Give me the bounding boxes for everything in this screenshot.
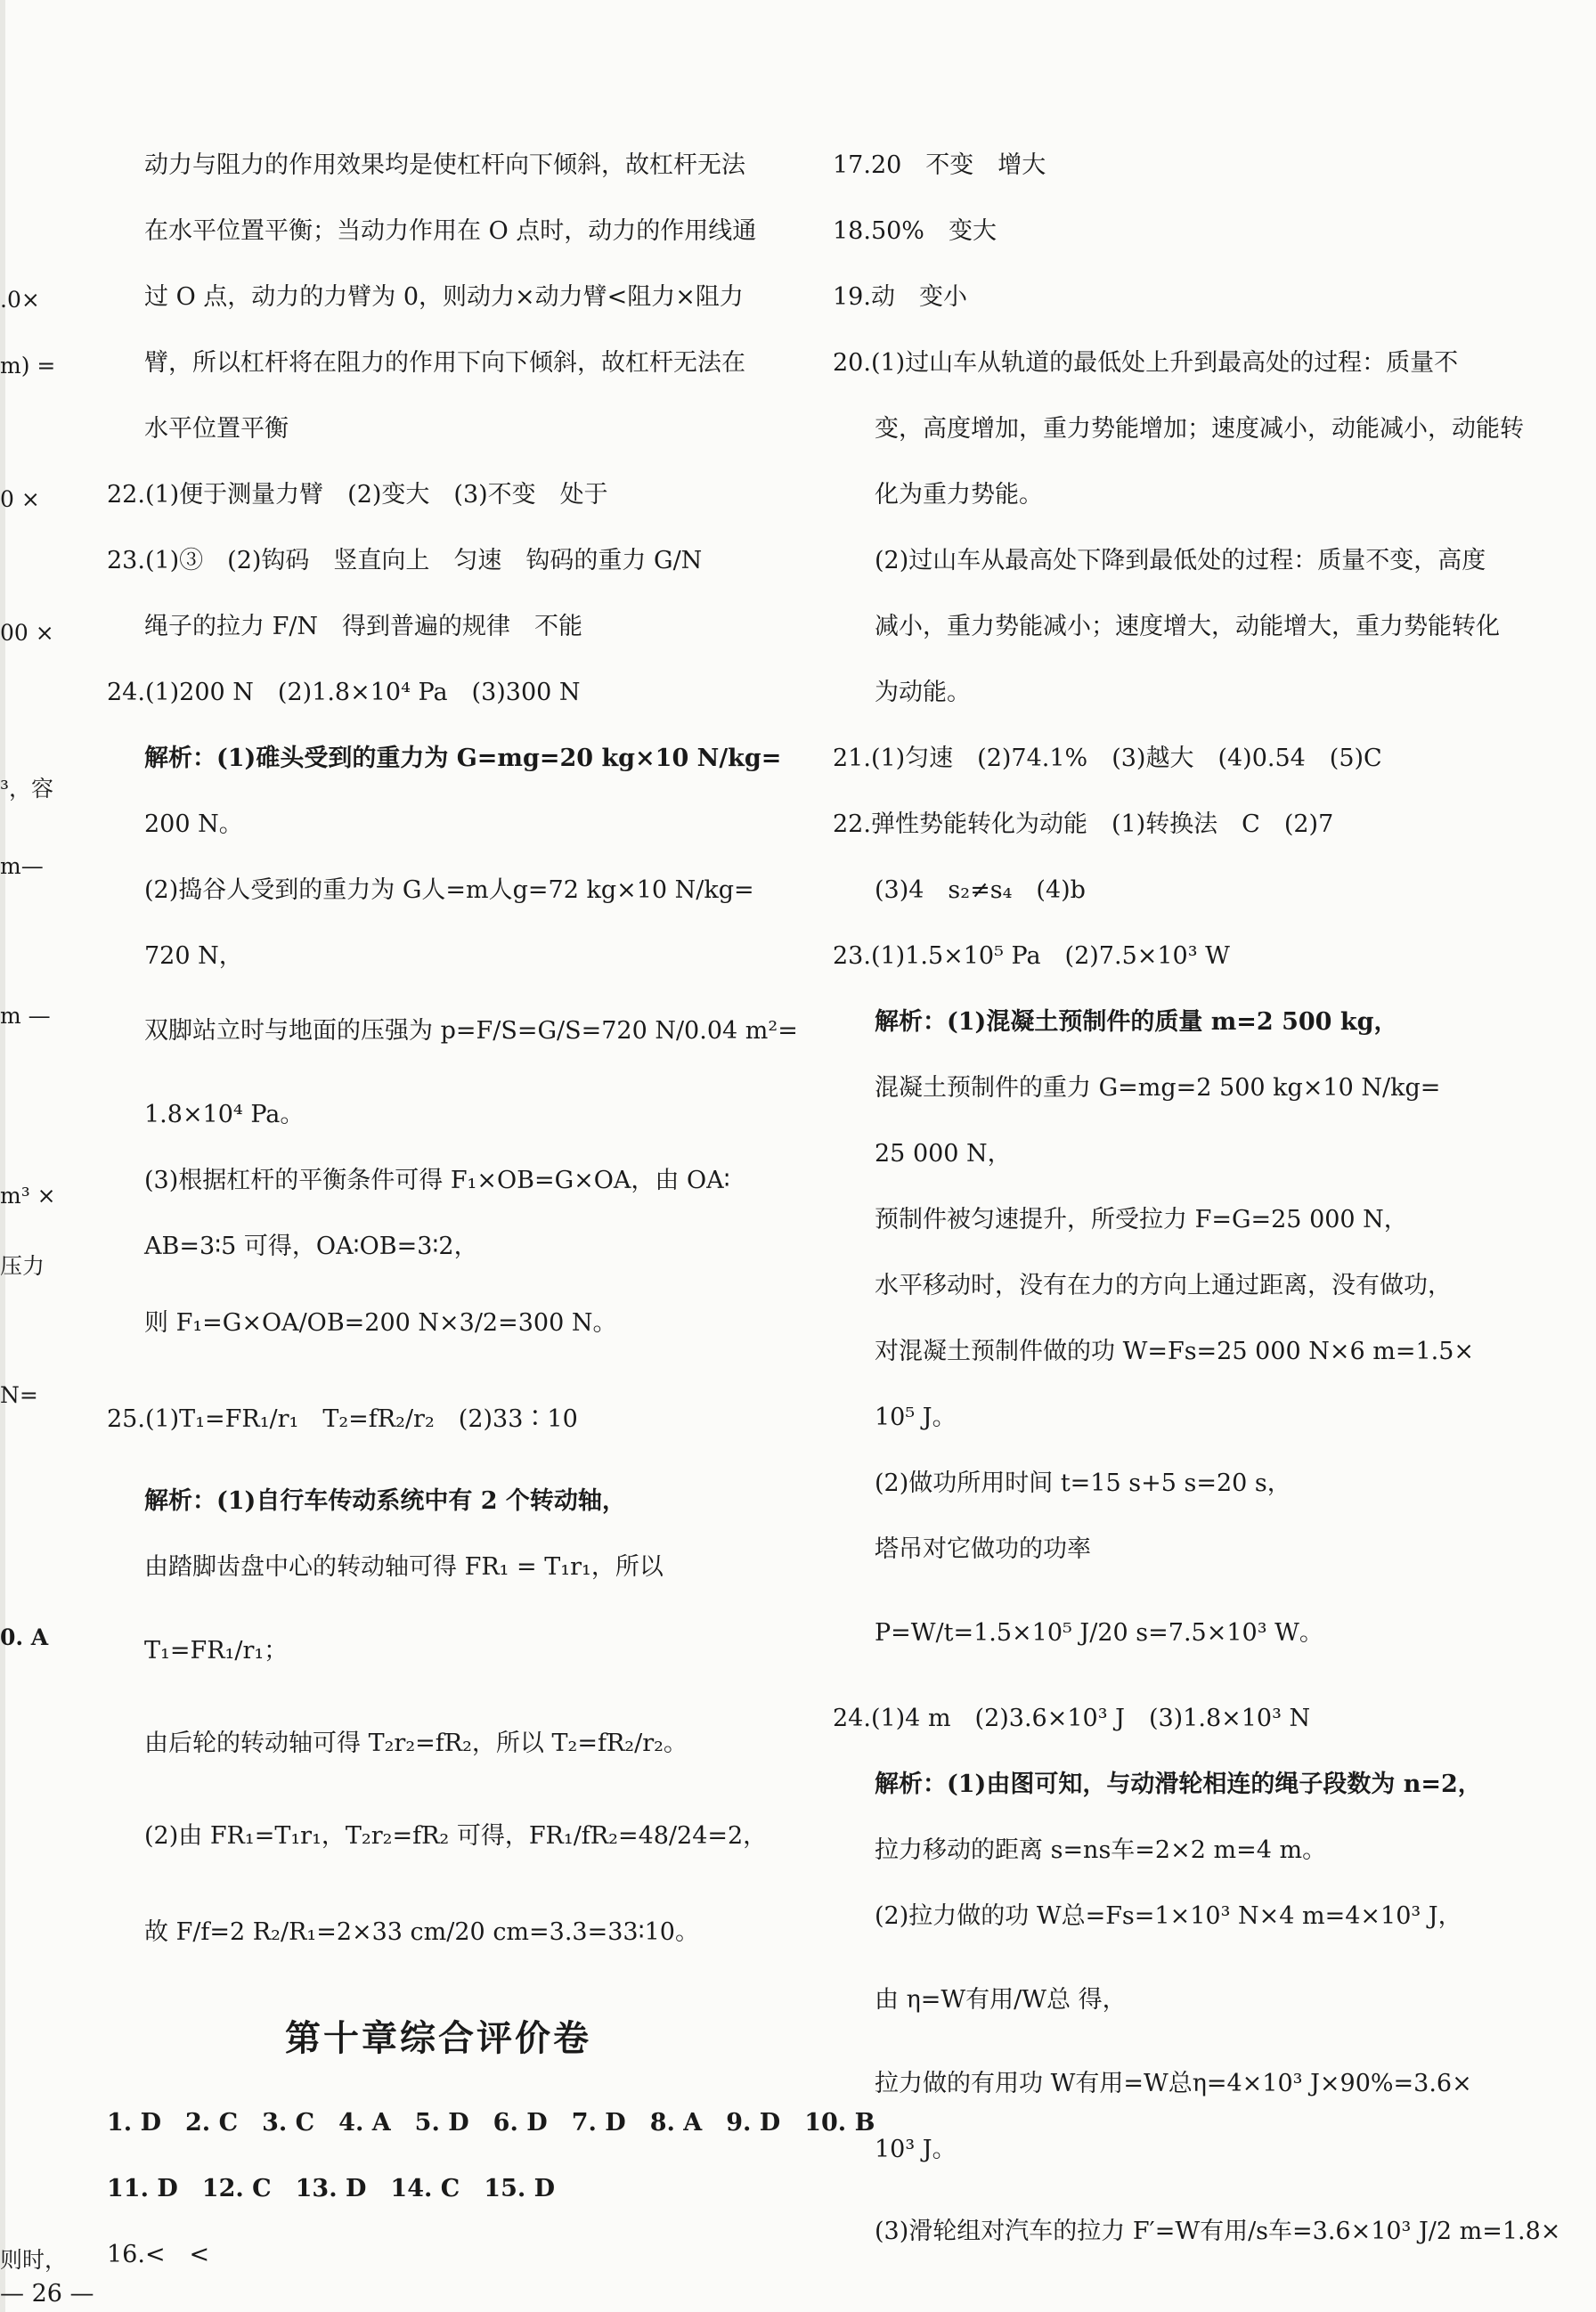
- margin-fragment: m —: [0, 1003, 51, 1029]
- formula-line: P=W/t=1.5×10⁵ J/20 s=7.5×10³ W。: [875, 1619, 1323, 1647]
- margin-fragment: 0 ×: [0, 486, 40, 512]
- text-line: 化为重力势能。: [875, 481, 1043, 509]
- text-line: 混凝土预制件的重力 G=mg=2 500 kg×10 N/kg=: [875, 1074, 1441, 1102]
- formula-line: 由后轮的转动轴可得 T₂r₂=fR₂，所以 T₂=fR₂/r₂。: [144, 1730, 688, 1757]
- text-line: 预制件被匀速提升，所受拉力 F=G=25 000 N，: [875, 1206, 1408, 1233]
- text-line: 塔吊对它做功的功率: [875, 1535, 1091, 1563]
- formula-line: 由 η=W有用/W总 得，: [875, 1986, 1127, 2014]
- text-line: 过 O 点，动力的力臂为 0，则动力×动力臂<阻力×阻力: [144, 283, 744, 311]
- analysis-line: 解析：(1)由图可知，与动滑轮相连的绳子段数为 n=2，: [875, 1771, 1482, 1798]
- answer-line: 20.(1)过山车从轨道的最低处上升到最高处的过程：质量不: [833, 349, 1459, 377]
- answer-line: 25.(1)T₁=FR₁/r₁ T₂=fR₂/r₂ (2)33∶10: [107, 1405, 578, 1433]
- text-line: 水平移动时，没有在力的方向上通过距离，没有做功，: [875, 1272, 1452, 1299]
- answer-key-row: 1. D 2. C 3. C 4. A 5. D 6. D 7. D 8. A 9. D 10. B: [107, 2109, 875, 2137]
- text-line: 动力与阻力的作用效果均是使杠杆向下倾斜，故杠杆无法: [144, 151, 745, 179]
- text-line: 为动能。: [875, 679, 971, 706]
- answer-line: 22.弹性势能转化为动能 (1)转换法 C (2)7: [833, 810, 1334, 838]
- formula-line: (2)由 FR₁=T₁r₁，T₂r₂=fR₂ 可得，FR₁/fR₂=48/24=2，: [144, 1822, 768, 1850]
- scan-edge: [0, 0, 5, 2312]
- answer-key-row: 16.< <: [107, 2241, 210, 2268]
- text-line: (2)拉力做的功 W总=Fs=1×10³ N×4 m=4×10³ J，: [875, 1902, 1462, 1930]
- text-line: 臂，所以杠杆将在阻力的作用下向下倾斜，故杠杆无法在: [144, 349, 745, 377]
- text-line: (2)过山车从最高处下降到最低处的过程：质量不变，高度: [875, 547, 1486, 574]
- text-line: 对混凝土预制件做的功 W=Fs=25 000 N×6 m=1.5×: [875, 1338, 1475, 1365]
- text-line: 720 N，: [144, 942, 243, 970]
- formula-line: (3)滑轮组对汽车的拉力 F′=W有用/s车=3.6×10³ J/2 m=1.8×: [875, 2218, 1561, 2245]
- margin-fragment: 0. A: [0, 1624, 49, 1650]
- text-line: 在水平位置平衡；当动力作用在 O 点时，动力的作用线通: [144, 217, 757, 245]
- analysis-line: 解析：(1)碓头受到的重力为 G=mg=20 kg×10 N/kg=: [144, 745, 782, 772]
- answer-line: 19.动 变小: [833, 283, 967, 311]
- text-line: 25 000 N，: [875, 1140, 1012, 1168]
- text-line: 200 N。: [144, 810, 243, 838]
- text-line: (3)根据杠杆的平衡条件可得 F₁×OB=G×OA，由 OA∶: [144, 1167, 730, 1194]
- margin-fragment: 压力: [0, 1253, 45, 1279]
- margin-fragment: N=: [0, 1382, 38, 1408]
- formula-line: 故 F/f=2 R₂/R₁=2×33 cm/20 cm=3.3=33∶10。: [144, 1918, 699, 1946]
- text-line: 10⁵ J。: [875, 1404, 957, 1431]
- answer-line: 23.(1)1.5×10⁵ Pa (2)7.5×10³ W: [833, 942, 1230, 970]
- margin-fragment: m³ ×: [0, 1183, 56, 1209]
- margin-fragment: .0×: [0, 287, 40, 313]
- formula-line: 双脚站立时与地面的压强为 p=F/S=G/S=720 N/0.04 m²=: [144, 1017, 798, 1045]
- text-line: 由踏脚齿盘中心的转动轴可得 FR₁ = T₁r₁，所以: [144, 1553, 664, 1581]
- margin-fragment: 则时，: [0, 2247, 68, 2273]
- formula-line: T₁=FR₁/r₁；: [144, 1637, 289, 1665]
- text-line: AB=3∶5 可得，OA∶OB=3∶2，: [144, 1233, 478, 1260]
- answer-line: 18.50% 变大: [833, 217, 997, 245]
- answer-line: 24.(1)200 N (2)1.8×10⁴ Pa (3)300 N: [107, 679, 581, 706]
- text-line: (3)4 s₂≠s₄ (4)b: [875, 876, 1086, 904]
- answer-line: 17.20 不变 增大: [833, 151, 1046, 179]
- answer-key-row: 11. D 12. C 13. D 14. C 15. D: [107, 2175, 556, 2202]
- text-line: (2)捣谷人受到的重力为 G人=m人g=72 kg×10 N/kg=: [144, 876, 754, 904]
- text-line: 拉力做的有用功 W有用=W总η=4×10³ J×90%=3.6×: [875, 2070, 1472, 2097]
- margin-fragment: m) =: [0, 353, 56, 379]
- text-line: 绳子的拉力 F/N 得到普遍的规律 不能: [144, 613, 583, 640]
- margin-fragment: m—: [0, 853, 44, 879]
- analysis-line: 解析：(1)自行车传动系统中有 2 个转动轴，: [144, 1487, 626, 1515]
- text-line: 变，高度增加，重力势能增加；速度减小，动能减小，动能转: [875, 415, 1524, 443]
- answer-line: 21.(1)匀速 (2)74.1% (3)越大 (4)0.54 (5)C: [833, 745, 1382, 772]
- page-number: — 26 —: [0, 2280, 94, 2308]
- answer-line: 22.(1)便于测量力臂 (2)变大 (3)不变 处于: [107, 481, 608, 509]
- text-line: 拉力移动的距离 s=ns车=2×2 m=4 m。: [875, 1836, 1327, 1864]
- text-line: 1.8×10⁴ Pa。: [144, 1101, 305, 1128]
- text-line: 10³ J。: [875, 2136, 957, 2163]
- text-line: 减小，重力势能减小；速度增大，动能增大，重力势能转化: [875, 613, 1500, 640]
- chapter-title: 第十章综合评价卷: [285, 2018, 591, 2059]
- text-line: 水平位置平衡: [144, 415, 289, 443]
- answer-line: 23.(1)③ (2)钩码 竖直向上 匀速 钩码的重力 G/N: [107, 547, 703, 574]
- margin-fragment: ³，容: [0, 776, 54, 802]
- formula-line: 则 F₁=G×OA/OB=200 N×3/2=300 N。: [144, 1309, 617, 1337]
- margin-fragment: 00 ×: [0, 620, 54, 646]
- analysis-line: 解析：(1)混凝土预制件的质量 m=2 500 kg，: [875, 1008, 1398, 1036]
- answer-line: 24.(1)4 m (2)3.6×10³ J (3)1.8×10³ N: [833, 1705, 1311, 1732]
- text-line: (2)做功所用时间 t=15 s+5 s=20 s，: [875, 1469, 1291, 1497]
